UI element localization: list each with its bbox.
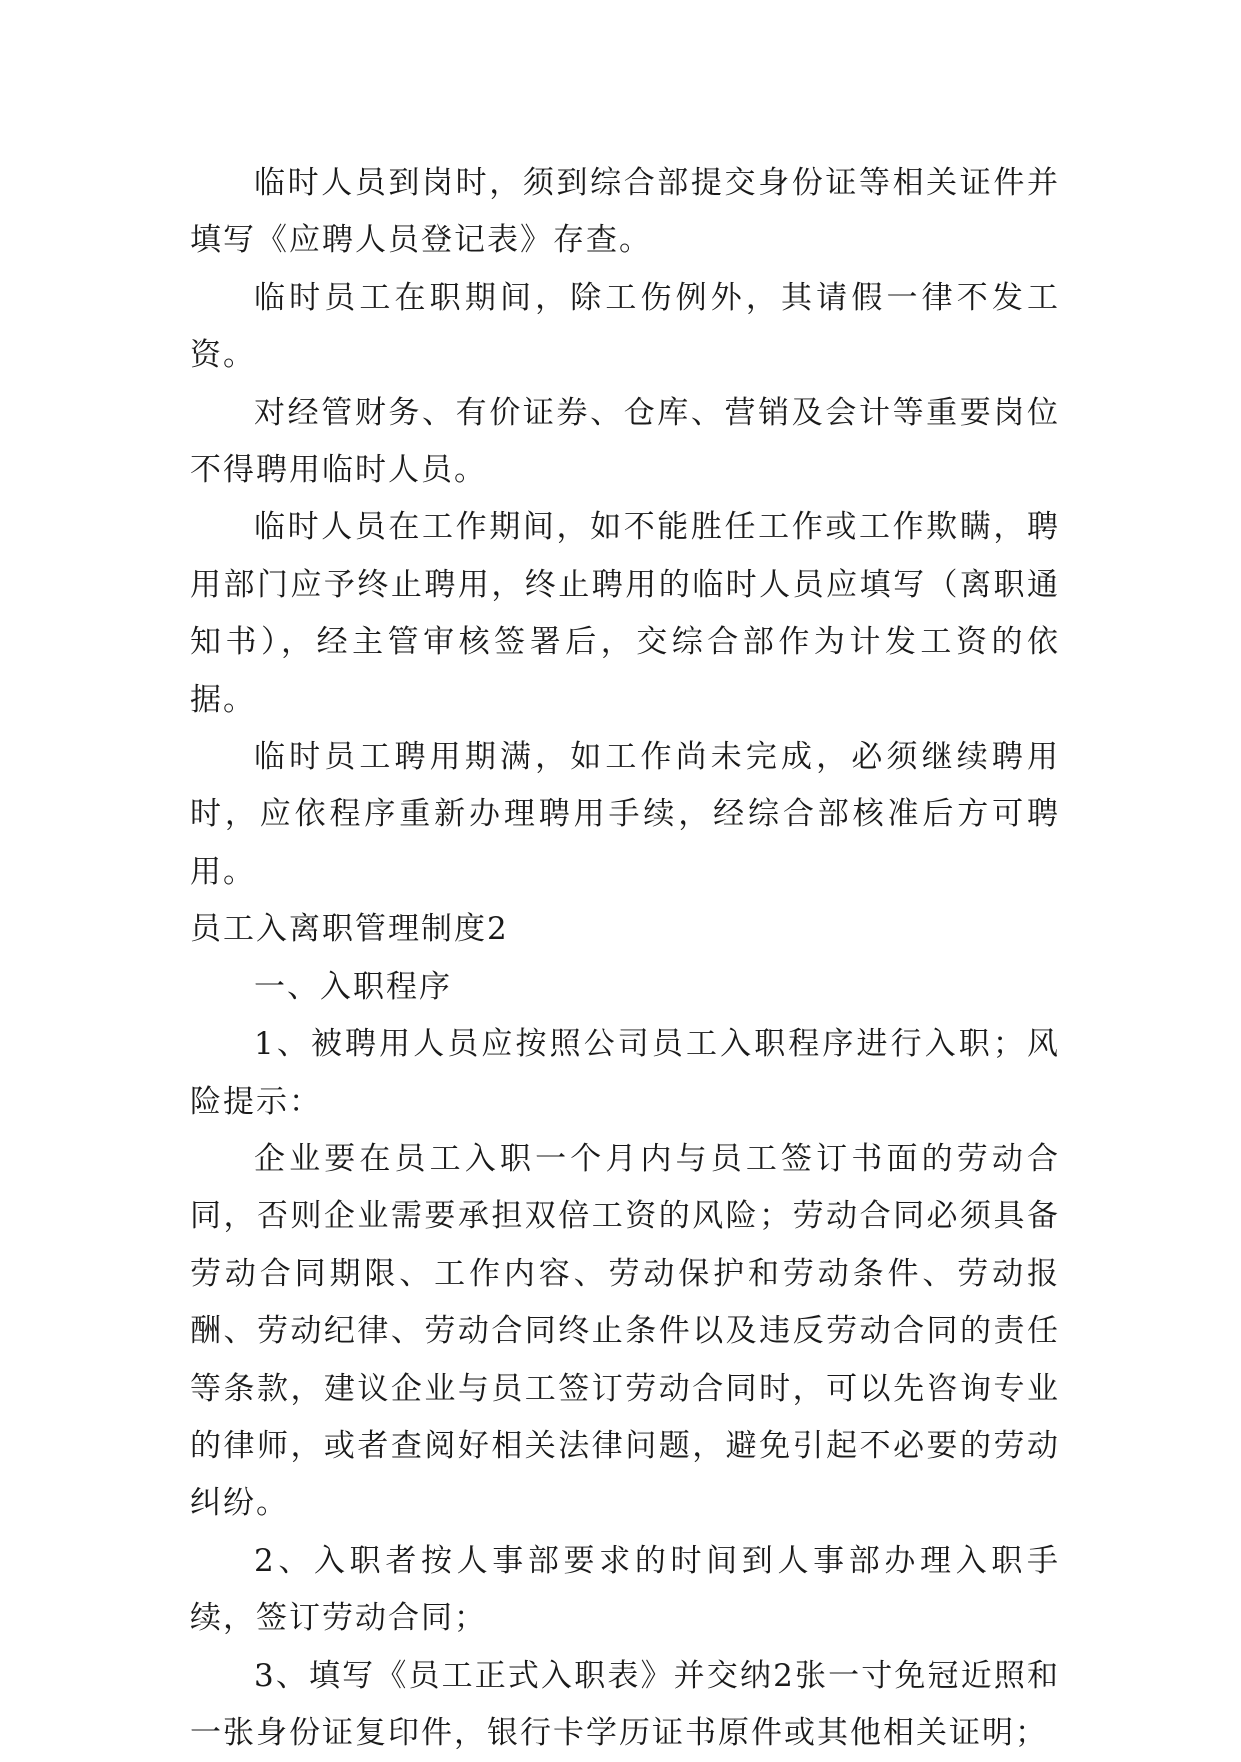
paragraph-5: 临时员工聘用期满，如工作尚未完成，必须继续聘用时，应依程序重新办理聘用手续，经综合部核准后方可聘用。 [190,739,1060,890]
paragraph-step-3: 3、填写《员工正式入职表》并交纳2张一寸免冠近照和一张身份证复印件，银行卡学历证书原件或其他相关证明； [190,1657,1060,1751]
subsection-heading: 一、入职程序 [254,968,452,1005]
document-body [190,155,1060,1762]
paragraph-2: 临时员工在职期间，除工伤例外，其请假一律不发工资。 [190,279,1060,374]
paragraph-3: 对经管财务、有价证券、仓库、营销及会计等重要岗位不得聘用临时人员。 [190,394,1060,489]
section-heading: 员工入离职管理制度2 [190,911,509,948]
paragraph-risk: 企业要在员工入职一个月内与员工签订书面的劳动合同，否则企业需要承担双倍工资的风险；劳动合同必须具备劳动合同期限、工作内容、劳动保护和劳动条件、劳动报酬、劳动纪律、劳动合同终止条件以及违反劳动合同的责任等条款，建议企业与员工签订劳动合同时，可以先咨询专业的律师，或者查阅好相关法律问题，避免引起不必要的劳动纠纷。 [190,1140,1060,1522]
paragraph-1: 临时人员到岗时，须到综合部提交身份证等相关证件并填写《应聘人员登记表》存查。 [190,165,1060,259]
paragraph-step-2: 2、入职者按人事部要求的时间到人事部办理入职手续，签订劳动合同； [190,1542,1060,1637]
paragraph-4: 临时人员在工作期间，如不能胜任工作或工作欺瞒，聘用部门应予终止聘用，终止聘用的临时人员应填写（离职通知书），经主管审核签署后，交综合部作为计发工资的依据。 [190,509,1060,718]
paragraph-step-1: 1、被聘用人员应按照公司员工入职程序进行入职；风险提示： [190,1026,1060,1120]
